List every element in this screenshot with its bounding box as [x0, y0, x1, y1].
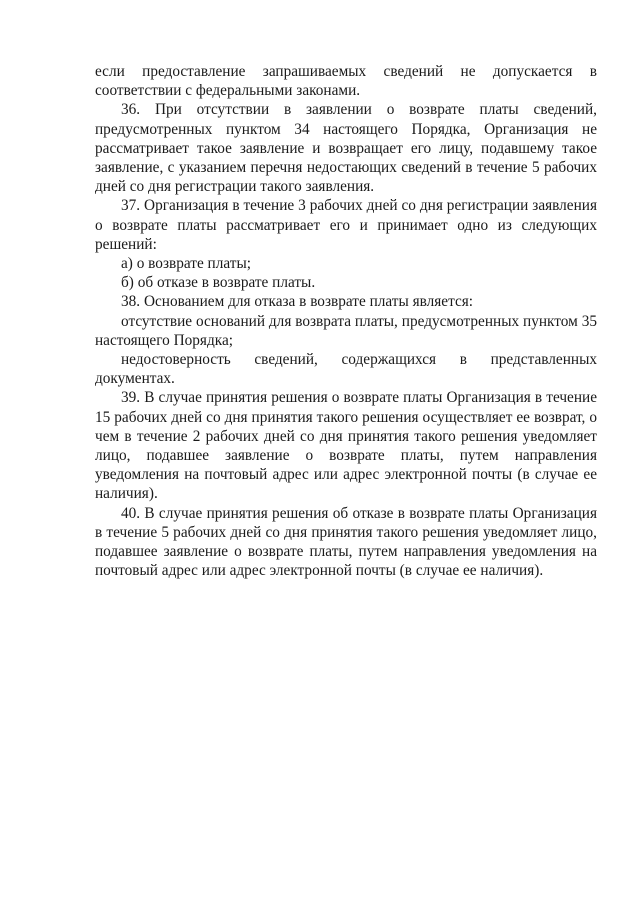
paragraph-37-option-b: б) об отказе в возврате платы. [121, 274, 316, 292]
paragraph-38-ground-1: отсутствие оснований для возврата платы, предусмотренных пунктом 35 настоящего Порядка; [95, 312, 597, 349]
paragraph-37-option-a: а) о возврате платы; [121, 255, 251, 273]
paragraph-36: 36. При отсутствии в заявлении о возврате платы сведений, предусмотренных пунктом 34 настоящего Порядка, Организация не рассматривает такое заявление и возвращает его лицу, подавшему такое заявление, с указанием перечня недостающих сведений в течение 5 рабочих дней со дня регистрации такого заявления. [95, 101, 597, 196]
paragraph-40: 40. В случае принятия решения об отказе в возврате платы Организация в течение 5 рабочих дней со дня принятия такого решения уведомляет лицо, подавшее заявление о возврате платы, путем направления уведомления на почтовый адрес или адрес электронной почты (в случае ее наличия). [95, 504, 597, 580]
paragraph-39: 39. В случае принятия решения о возврате платы Организация в течение 15 рабочих дней со дня принятия такого решения осуществляет ее возврат, о чем в течение 2 рабочих дней со дня принятия такого решения уведомляет лицо, подавшее заявление о возврате платы, путем направления уведомления на почтовый адрес или адрес электронной почты (в случае ее наличия). [95, 389, 597, 503]
paragraph-37: 37. Организация в течение 3 рабочих дней со дня регистрации заявления о возврате платы рассматривает его и принимает одно из следующих решений: [95, 197, 597, 253]
document-body [95, 62, 597, 580]
paragraph-continuation: если предоставление запрашиваемых сведений не допускается в соответствии с федеральными законами. [95, 63, 597, 100]
paragraph-38: 38. Основанием для отказа в возврате платы является: [121, 293, 474, 311]
paragraph-38-ground-2: недостоверность сведений, содержащихся в представленных документах. [95, 351, 597, 388]
